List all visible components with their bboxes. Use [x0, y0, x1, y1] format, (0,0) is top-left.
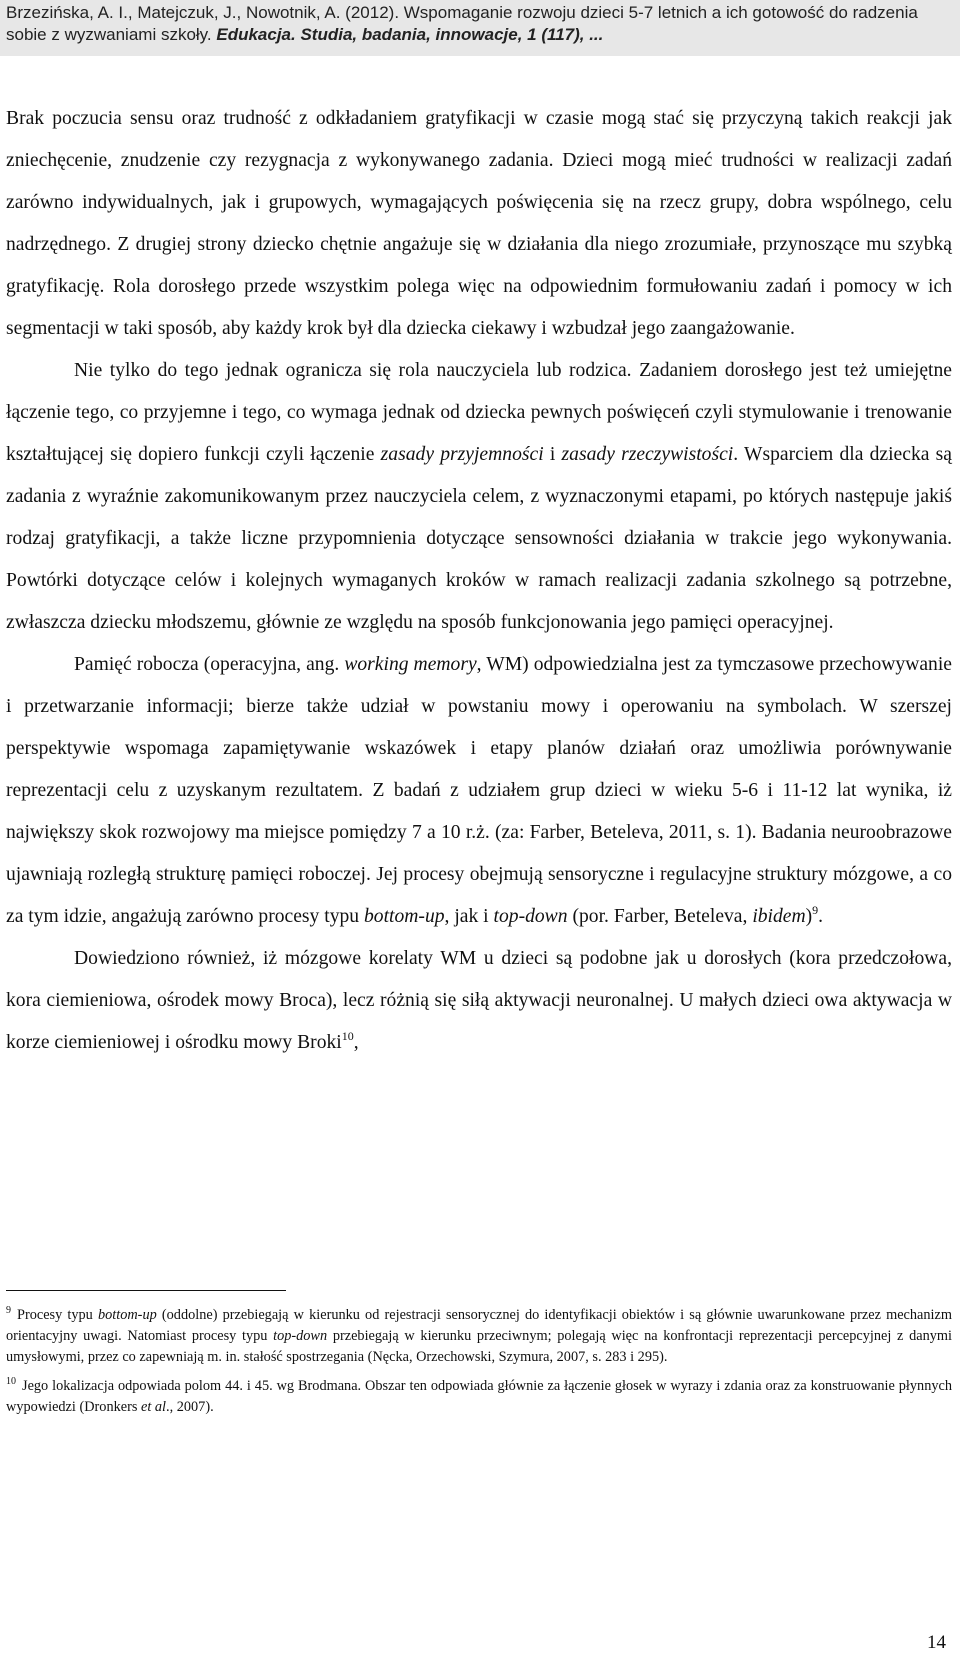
text-run: Dowiedziono również, iż mózgowe korelaty WM u dzieci są podobne jak u dorosłych (kora przedczołowa, kora ciemieniowa, ośrodek mowy Broca), lecz różnią się siłą aktywacji neuronalnej. U małych dzieci owa aktywacja w korze ciemieniowej i ośrodku mowy Broki [6, 948, 952, 1053]
italic-term: working memory [344, 654, 477, 675]
footnote-9 [6, 1305, 952, 1368]
italic-term: bottom-up [97, 1307, 157, 1323]
text-run: . [818, 906, 824, 927]
footnote-mark: 9 [6, 1305, 11, 1316]
italic-term: bottom-up [364, 906, 445, 927]
paragraph-2 [6, 350, 952, 644]
running-header [0, 0, 960, 56]
italic-term: ibidem [752, 906, 806, 927]
text-run: ) [805, 906, 813, 927]
text-run: Pamięć robocza (operacyjna, ang. [74, 654, 345, 675]
text-run: , [353, 1032, 359, 1053]
text-run: (por. Farber, Beteleva, [567, 906, 753, 927]
text-run: ., 2007). [166, 1399, 214, 1415]
paragraph-4 [6, 938, 952, 1064]
text-run: Nie tylko do tego jednak ogranicza się rola nauczyciela lub rodzica. Zadaniem dorosłego jest też umiejętne łączenie tego, co przyjemne i tego, co wymaga jednak od dziecka pewnych poświęceń czyli stymulowanie i trenowanie kształtującej się dopiero funkcji czyli łączenie [6, 360, 952, 465]
header-journal: Edukacja. Studia, badania, innowacje, 1 (117), ... [216, 25, 604, 44]
header-line2-text: sobie z wyzwaniami szkoły. [6, 25, 217, 44]
paragraph-3 [6, 644, 952, 938]
paragraph-1: Brak poczucia sensu oraz trudność z odkładaniem gratyfikacji w czasie mogą stać się przyczyną takich reakcji jak zniechęcenie, znudzenie czy rezygnacja z wykonywanego zadania. Dzieci mogą mieć trudności w realizacji zadań zarówno indywidualnych, jak i grupowych, wymagających poświęcenia się na rzecz grupy, dobra wspólnego, celu nadrzędnego. Z drugiej strony dziecko chętnie angażuje się w działania dla niego zrozumiałe, przynoszące mu szybką gratyfikację. Rola dorosłego przede wszystkim polega więc na odpowiednim formułowaniu zadań i pomocy w ich segmentacji w taki sposób, aby każdy krok był dla dziecka ciekawy i wzbudzał jego zaangażowanie. [6, 108, 952, 339]
text-run: , jak i [444, 906, 494, 927]
text-run: Jego lokalizacja odpowiada polom 44. i 45. wg Brodmana. Obszar ten odpowiada głównie za łączenie głosek w wyrazy i zdania oraz za konstruowanie płynnych wypowiedzi (Dronkers [6, 1378, 952, 1415]
italic-term: top-down [273, 1328, 328, 1344]
text-run: , WM) odpowiedzialna jest za tymczasowe przechowywanie i przetwarzanie informacji; bierze także udział w powstaniu mowy i operowaniu na symbolach. W szerszej perspektywie wspomaga zapamiętywanie wskazówek i etapy planów działań oraz umożliwia porównywanie reprezentacji celu z uzyskanym rezultatem. Z badań z udziałem grup dzieci w wieku 5-6 i 11-12 lat wynika, iż największy skok rozwojowy ma miejsce pomiędzy 7 a 10 r.ż. (za: Farber, Beteleva, 2011, s. 1). Badania neuroobrazowe ujawniają rozległą strukturę pamięci roboczej. Jej procesy obejmują sensoryczne i regulacyjne struktury mózgowe, a co za tym idzie, angażują zarówno procesy typu [6, 654, 952, 927]
text-run: . Wsparciem dla dziecka są zadania z wyraźnie zakomunikowanym przez nauczyciela celem, z wyznaczonymi etapami, po których następuje jakiś rodzaj gratyfikacji, a także liczne przypomnienia dotyczące sensowności działania w trakcie jego wykonywania. Powtórki dotyczące celów i kolejnych wymaganych kroków w ramach realizacji zadania szkolnego są potrzebne, zwłaszcza dziecku młodszemu, głównie ze względu na sposób funkcjonowania jego pamięci operacyjnej. [6, 444, 952, 633]
main-text [6, 98, 952, 1064]
footnote-ref-10[interactable]: 10 [341, 1029, 354, 1043]
footnotes [6, 1290, 952, 1426]
text-run: Procesy typu [17, 1307, 98, 1323]
italic-term: zasady rzeczywistości [561, 444, 734, 465]
footnote-mark: 10 [6, 1376, 16, 1387]
footnote-10 [6, 1376, 952, 1418]
footnote-ref-9[interactable]: 9 [812, 903, 819, 917]
text-run: i [543, 444, 562, 465]
header-citation-line2 [6, 24, 954, 46]
italic-term: top-down [493, 906, 568, 927]
text-run: (oddolne) przebiegają w kierunku od rejestracji sensorycznej do identyfikacji obiektów i są głównie uwarunkowane przez mechanizm orientacyjny uwagi. Natomiast procesy typu [6, 1307, 952, 1344]
page-number: 14 [927, 1632, 946, 1653]
italic-term: zasady przyjemności [380, 444, 544, 465]
footnote-separator [6, 1290, 286, 1291]
text-run: przebiegają w kierunku przeciwnym; polegają więc na konfrontacji reprezentacji percepcyjnej z danymi umysłowymi, przez co zapewniają m. in. stałość spostrzegania (Nęcka, Orzechowski, Szymura, 2007, s. 283 i 295). [6, 1328, 952, 1365]
italic-term: et al [141, 1399, 167, 1415]
header-citation-line1: Brzezińska, A. I., Matejczuk, J., Nowotnik, A. (2012). Wspomaganie rozwoju dzieci 5-7 letnich a ich gotowość do radzenia [6, 3, 918, 22]
